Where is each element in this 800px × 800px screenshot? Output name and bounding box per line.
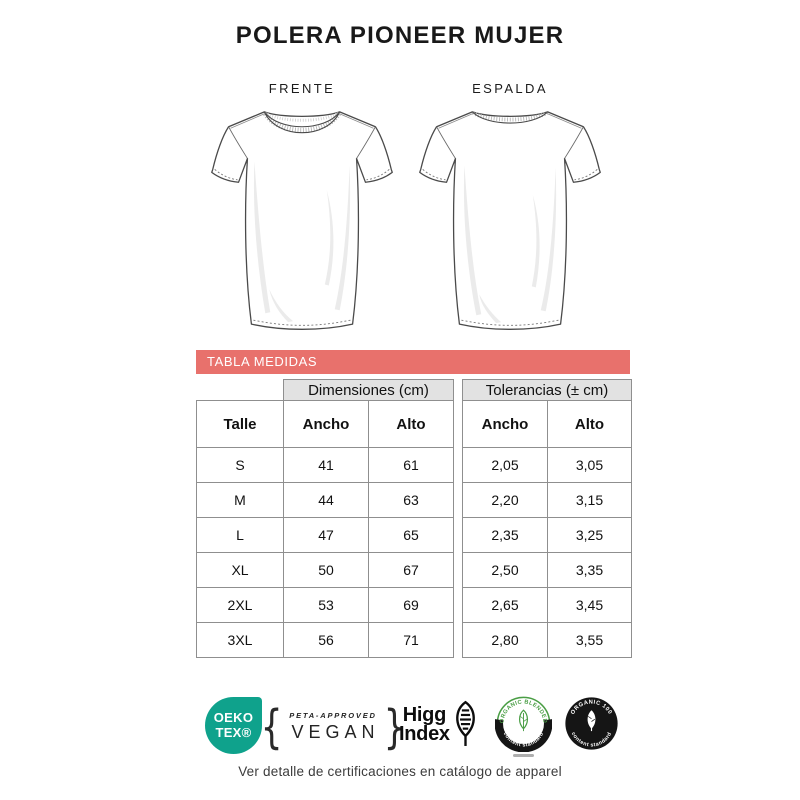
organic-blended-badge [495,695,552,752]
ancho-cell: 44 [284,483,369,518]
table-row [463,483,632,518]
peta-approved-vegan-badge [260,700,406,754]
dimensions-group-header: Dimensiones (cm) [284,380,454,401]
organic-100-top-text: ORGANIC 100 [570,699,613,716]
right-brace-icon: } [383,700,406,754]
organic-blended-bottom-text: content standard [501,731,546,749]
peta-approved-label: PETA-APPROVED [289,711,377,720]
group-header-row [463,380,632,401]
ancho-cell: 47 [284,518,369,553]
alto-cell: 63 [369,483,454,518]
tol-ancho-cell: 2,65 [463,588,548,623]
tshirt-back-drawing [414,96,606,339]
size-cell: L [197,518,284,553]
table-row [463,518,632,553]
dimensions-table [196,379,454,658]
tol-ancho-cell: 2,35 [463,518,548,553]
certifications-row [0,690,800,762]
barcode-leaf-icon [450,698,481,752]
table-row [463,623,632,658]
table-row [463,588,632,623]
license-code-smudge [513,754,534,757]
column-header-row [197,401,454,448]
size-cell: 3XL [197,623,284,658]
column-header-row [463,401,632,448]
tol-ancho-cell: 2,20 [463,483,548,518]
ancho-cell: 41 [284,448,369,483]
tshirt-front-drawing [206,96,398,339]
table-medidas-banner [196,350,630,374]
tolerances-group-header: Tolerancias (± cm) [463,380,632,401]
table-row [197,553,454,588]
tol-alto-cell: 3,05 [548,448,632,483]
oeko-line2: TEX® [215,724,252,740]
size-cell: S [197,448,284,483]
size-cell: M [197,483,284,518]
oeko-tex-badge [205,697,262,754]
size-cell: XL [197,553,284,588]
footer-note: Ver detalle de certificaciones en catálogo de apparel [238,764,562,779]
tol-ancho-cell: 2,50 [463,553,548,588]
oeko-line1: OEKO [213,710,254,726]
higg-line1: Higg [402,704,446,726]
alto-cell: 65 [369,518,454,553]
ancho-cell: 50 [284,553,369,588]
table-row [463,448,632,483]
page-title: POLERA PIONEER MUJER [235,22,565,49]
alto-cell: 71 [369,623,454,658]
vegan-label: VEGAN [291,722,380,742]
front-view-label: FRENTE [268,81,336,96]
banner-label: TABLA MEDIDAS [207,354,318,369]
organic-100-badge [563,695,620,752]
tol-ancho-cell: 2,05 [463,448,548,483]
back-view-label: ESPALDA [472,81,548,96]
table-row [197,483,454,518]
alto-cell: 61 [369,448,454,483]
table-row [197,448,454,483]
col-header-tol-alto: Alto [548,401,632,448]
tolerances-table [462,379,632,658]
organic-blended-top-text: ORGANIC BLENDED [499,699,548,724]
col-header-alto: Alto [369,401,454,448]
higg-index-badge [399,698,481,752]
alto-cell: 67 [369,553,454,588]
tol-alto-cell: 3,25 [548,518,632,553]
organic-100-bottom-text: content standard [569,731,614,749]
tol-alto-cell: 3,15 [548,483,632,518]
table-row [463,553,632,588]
table-row [197,518,454,553]
blank-cell [197,380,284,401]
left-brace-icon: { [260,700,283,754]
tol-alto-cell: 3,55 [548,623,632,658]
col-header-talle: Talle [197,401,284,448]
tol-alto-cell: 3,35 [548,553,632,588]
table-row [197,623,454,658]
tol-ancho-cell: 2,80 [463,623,548,658]
higg-line2: Index [399,723,450,745]
group-header-row [197,380,454,401]
col-header-tol-ancho: Ancho [463,401,548,448]
alto-cell: 69 [369,588,454,623]
ancho-cell: 53 [284,588,369,623]
table-row [197,588,454,623]
tol-alto-cell: 3,45 [548,588,632,623]
size-cell: 2XL [197,588,284,623]
col-header-ancho: Ancho [284,401,369,448]
ancho-cell: 56 [284,623,369,658]
